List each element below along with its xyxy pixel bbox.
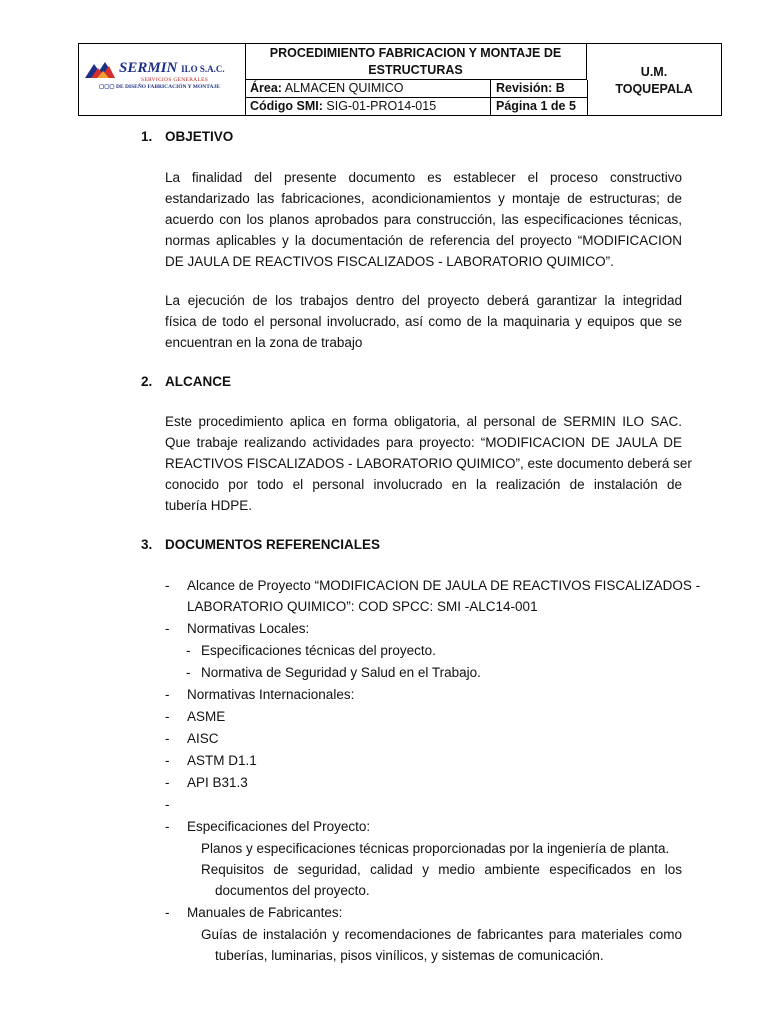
list-dash: - — [165, 775, 170, 790]
um-cell: U.M. TOQUEPALA — [615, 65, 693, 96]
list-dash: - — [165, 621, 170, 636]
logo-company-name: SERMIN ILO S.A.C. — [119, 60, 225, 76]
mountain-logo-icon — [85, 58, 119, 80]
list-item-aisc: AISC — [187, 731, 219, 746]
list-item-normativas-locales: Normativas Locales: — [187, 621, 310, 636]
document-title: PROCEDIMIENTO FABRICACION Y MONTAJE DE ESTRUCTURAS — [245, 44, 587, 80]
code-cell: Código SMI: SIG-01-PRO14-015 — [245, 98, 491, 115]
list-dash: - — [165, 731, 170, 746]
section-heading-documentos: 3. DOCUMENTOS REFERENCIALES — [141, 537, 381, 552]
header-code-row — [245, 98, 588, 115]
page-number-cell: Página 1 de 5 — [496, 99, 576, 113]
sub-list-dash: - — [186, 643, 191, 658]
objetivo-paragraph-1: La finalidad del presente documento es establecer el proceso constructivo estandarizado las fabricaciones, acondicionamientos y montaje de estructuras; de acuerdo con los planos aprobados para construcción, las especificaciones técnicas, normas aplicables y la documentación de referencia del proyecto “MODIFICACION DE JAULA DE REACTIVOS FISCALIZADOS - LABORATORIO QUIMICO”. — [165, 170, 682, 269]
section-heading-objetivo: 1. OBJETIVO — [141, 129, 234, 144]
list-item-manuales: Manuales de Fabricantes: — [187, 905, 343, 920]
area-cell: Área: ALMACEN QUIMICO — [245, 80, 491, 97]
sub-list-dash: - — [186, 665, 191, 680]
list-item-alcance-proyecto: Alcance de Proyecto “MODIFICACION DE JAULA DE REACTIVOS FISCALIZADOS - — [187, 578, 701, 593]
section-heading-alcance: 2. ALCANCE — [141, 374, 231, 389]
sub-item-planos: Planos y especificaciones técnicas proporcionadas por la ingeniería de planta. — [201, 841, 670, 856]
sub-item-requisitos: Requisitos de seguridad, calidad y medio ambiente especificados en los — [201, 862, 682, 877]
sub-item-requisitos-cont: documentos del proyecto. — [215, 883, 370, 898]
list-dash: - — [165, 687, 170, 702]
sub-item-especificaciones: Especificaciones técnicas del proyecto. — [201, 643, 436, 658]
list-dash: - — [165, 905, 170, 920]
sub-item-guias: Guías de instalación y recomendaciones de fabricantes para materiales como — [201, 927, 682, 942]
objetivo-paragraph-2: La ejecución de los trabajos dentro del proyecto deberá garantizar la integridad física de todo el personal involucrado, así como de la maquinaria y equipos que se encuentran en la zona de trabajo — [165, 293, 682, 350]
logo-subtitle-2: ▢▢▢ DE DISEÑO FABRICACIÓN Y MONTAJE — [99, 84, 220, 90]
revision-cell: Revisión: B — [496, 81, 565, 95]
company-logo — [79, 44, 246, 115]
list-item-astm: ASTM D1.1 — [187, 753, 257, 768]
list-dash: - — [165, 578, 170, 593]
header-area-row — [245, 80, 588, 98]
logo-subtitle-1: SERVICIOS GENERALES — [141, 77, 209, 83]
list-dash: - — [165, 819, 170, 834]
sub-item-normativa-seguridad: Normativa de Seguridad y Salud en el Trabajo. — [201, 665, 481, 680]
list-item-especificaciones-proyecto: Especificaciones del Proyecto: — [187, 819, 371, 834]
sub-item-guias-cont: tuberías, luminarias, pisos vinílicos, y sistemas de comunicación. — [215, 948, 604, 963]
list-dash-empty: - — [165, 797, 170, 812]
list-item-alcance-proyecto-cont: LABORATORIO QUIMICO”: COD SPCC: SMI -ALC14-001 — [187, 599, 538, 614]
alcance-paragraph: Este procedimiento aplica en forma obligatoria, al personal de SERMIN ILO SAC. Que trabaje realizando actividades para proyecto: “MODIFICACION DE JAULA DE REACTIVOS FISCALIZADOS - LABORATORIO QUIMICO”, este documento deberá ser conocido por todo el personal involucrado en la realización de instalación de tubería HDPE. — [165, 414, 692, 513]
document-header — [78, 43, 722, 116]
list-item-asme: ASME — [187, 709, 226, 724]
list-item-api: API B31.3 — [187, 775, 248, 790]
list-dash: - — [165, 753, 170, 768]
list-item-normativas-internacionales: Normativas Internacionales: — [187, 687, 355, 702]
list-dash: - — [165, 709, 170, 724]
